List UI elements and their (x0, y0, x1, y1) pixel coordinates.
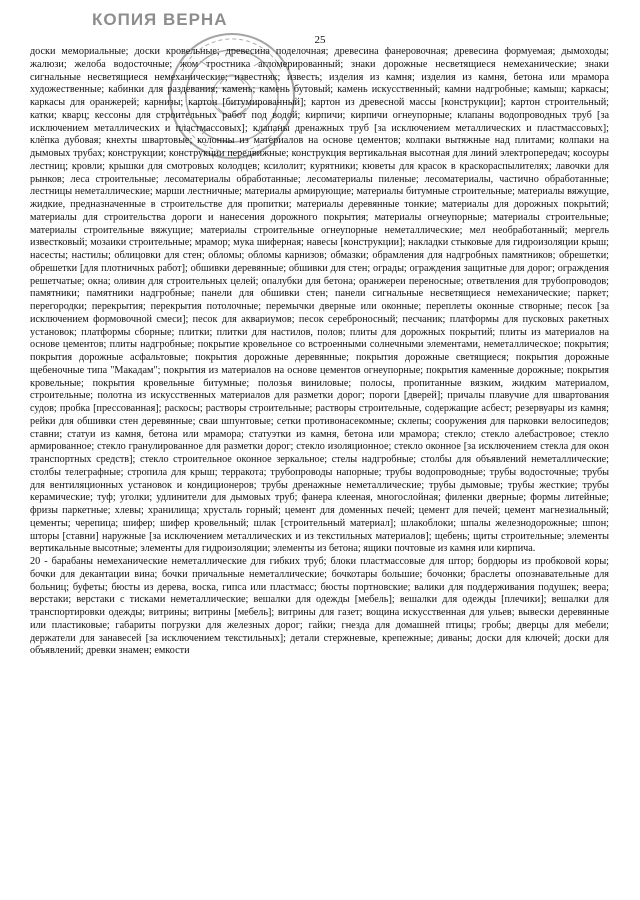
document-body (30, 46, 609, 658)
class-20-goods-paragraph: 20 - барабаны немеханические неметаллические для гибких труб; блоки пластмассовые для штор; бордюры из пробковой коры; бочки для декантации вина; бочки причальные неметаллические; бочкотары большие; бочонки; браслеты опознавательные для больниц; буфеты; бюсты из дерева, воска, гипса или пластмасс; бюсты портновские; валики для поддерживания подушек; веера; верстаки; верстаки с тисками неметаллические; вешалки для одежды [мебель]; вешалки для одежды [плечики]; вешалки для транспортировки одежды; витрины; витрины [мебель]; витрины для газет; вощина искусственная для ульев; вывески деревянные или пластиковые; габариты погрузки для железных дорог; гайки; гнезда для домашней птицы; гробы; дверцы для мебели; держатели для занавесей [за исключением текстильных]; детали стержневые, крепежные; диваны; доски для ключей; доски для объявлений; древки знамен; емкости (30, 556, 609, 657)
goods-list-paragraph: доски мемориальные; доски кровельные; древесина поделочная; древесина фанеровочная; древесина формуемая; дымоходы; жалюзи; желоба водосточные; жом тростника агломерированный; знаки дорожные несветящиеся немеханические; знаки сигнальные несветящиеся немеханические; известняк; известь; изделия из камня; изделия из камня, бетона или мрамора художественные; кабинки для раздевания; камень; камень бутовый; камень искусственный; камни надгробные; камыш; каркасы; каркасы для оранжерей; карнизы; картон [битумированный]; картон из древесной массы [конструкции]; картон строительный; катки; кварц; кессоны для строительных работ под водой; кирпичи; кирпичи огнеупорные; клапаны водопроводных труб [за исключением металлических и пластмассовых]; клапаны дренажных труб [за исключением металлических и пластмассовых]; клёпка дубовая; кнехты швартовые; колонны из материалов на основе цементов; колпаки вытяжные над плитами; колпаки на дымовых трубах; конструкции; конструкции передвижные; конструкция вертикальная высотная для линий электропередач; косоуры лестниц; кровли; крышки для смотровых колодцев; ксилолит; курятники; кюветы для красок в краскораспылителях; лавочки для рынков; леса строительные; лесоматериалы обработанные; лесоматериалы пиленые; лесоматериалы, частично обработанные; лестницы неметаллические; марши лестничные; материалы армирующие; материалы битумные строительные; материалы вяжущие, жидкие, предназначенные в строительстве для пропитки; материалы деревянные тонкие; материалы для дорожных покрытий; материалы для строительства дороги и нанесения дорожного покрытия; материалы огнеупорные; материалы строительные; материалы строительные вяжущие; материалы строительные огнеупорные неметаллические; мел необработанный; мергель известковый; мозаики строительные; мрамор; мука шиферная; навесы [конструкции]; накладки стыковые для гидроизоляции крыш; насесты; настилы; облицовки для стен; обломы; обломы карнизов; обмазки; обрамления для надгробных памятников; обрешетки; обрешетки [для плотничных работ]; обшивки деревянные; обшивки для стен; ограды; ограждения защитные для дорог; ограждения решетчатые; окна; оливин для строительных целей; опалубки для бетона; оранжереи переносные; ответвления для трубопроводов; памятники; памятники надгробные; панели для обшивки стен; панели сигнальные несветящиеся немеханические; паркет; перегородки; перекрытия; перекрытия потолочные; перемычки дверные или оконные; переплеты оконные створные; песок [за исключением формовочной смеси]; песок для аквариумов; песок сереброносный; песчаник; платформы для пусковых ракетных установок; платформы сборные; плитки; плитки для настилов, полов; плиты для дорожных покрытий; плиты из материалов на основе цементов; плиты надгробные; покрытие кровельное со встроенными солнечными элементами, неметаллическое; покрытия; покрытия дорожные асфальтовые; покрытия дорожные деревянные; покрытия дорожные светящиеся; покрытия дорожные щебеночные типа "Макадам"; покрытия из материалов на основе цементов огнеупорные; покрытия каменные дорожные; покрытия кровельные; покрытия кровельные битумные; полозья виниловые; полосы, пропитанные вязким, жидким материалом, строительные; полотна из искусственных материалов для разметки дорог; пороги [дверей]; причалы плавучие для швартования судов; пробка [прессованная]; раскосы; растворы строительные; растворы строительные, содержащие асбест; резервуары из камня; рейки для обшивки стен деревянные; сваи шпунтовые; сетки противонасекомные; склепы; сооружения для парковки велосипедов; ставни; статуи из камня, бетона или мрамора; статуэтки из камня, бетона или мрамора; стекло; стекло алебастровое; стекло армированное; стекло гранулированное для разметки дорог; стекло изоляционное; стекло оконное [за исключением стекла для окон транспортных средств]; стекло строительное оконное зеркальное; стелы надгробные; столбы для объявлений неметаллические; столбы телеграфные; стропила для крыш; терракота; трубопроводы напорные; трубы водопроводные; трубы водосточные; трубы для вентиляционных установок и кондиционеров; трубы дренажные неметаллические; трубы дымовые; трубы жесткие; трубы керамические; туф; уголки; удлинители для дымовых труб; фанера клееная, многослойная; филенки дверные; формы литейные; фризы паркетные; хлевы; хранилища; хрусталь горный; цемент для доменных печей; цемент для печей; цемент магнезиальный; цементы; черепица; шифер; шифер кровельный; шлак [строительный материал]; шлакоблоки; шпалы железнодорожные; шпон; шторы [ставни] наружные [за исключением металлических и из текстильных материалов]; щебень; щиты строительные; элементы вертикальные высотные; элементы для гидроизоляции; элементы из бетона; ящики почтовые из камня или кирпича. (30, 46, 609, 555)
copy-certified-stamp: КОПИЯ ВЕРНА (92, 10, 228, 29)
page-number: 25 (314, 34, 326, 46)
